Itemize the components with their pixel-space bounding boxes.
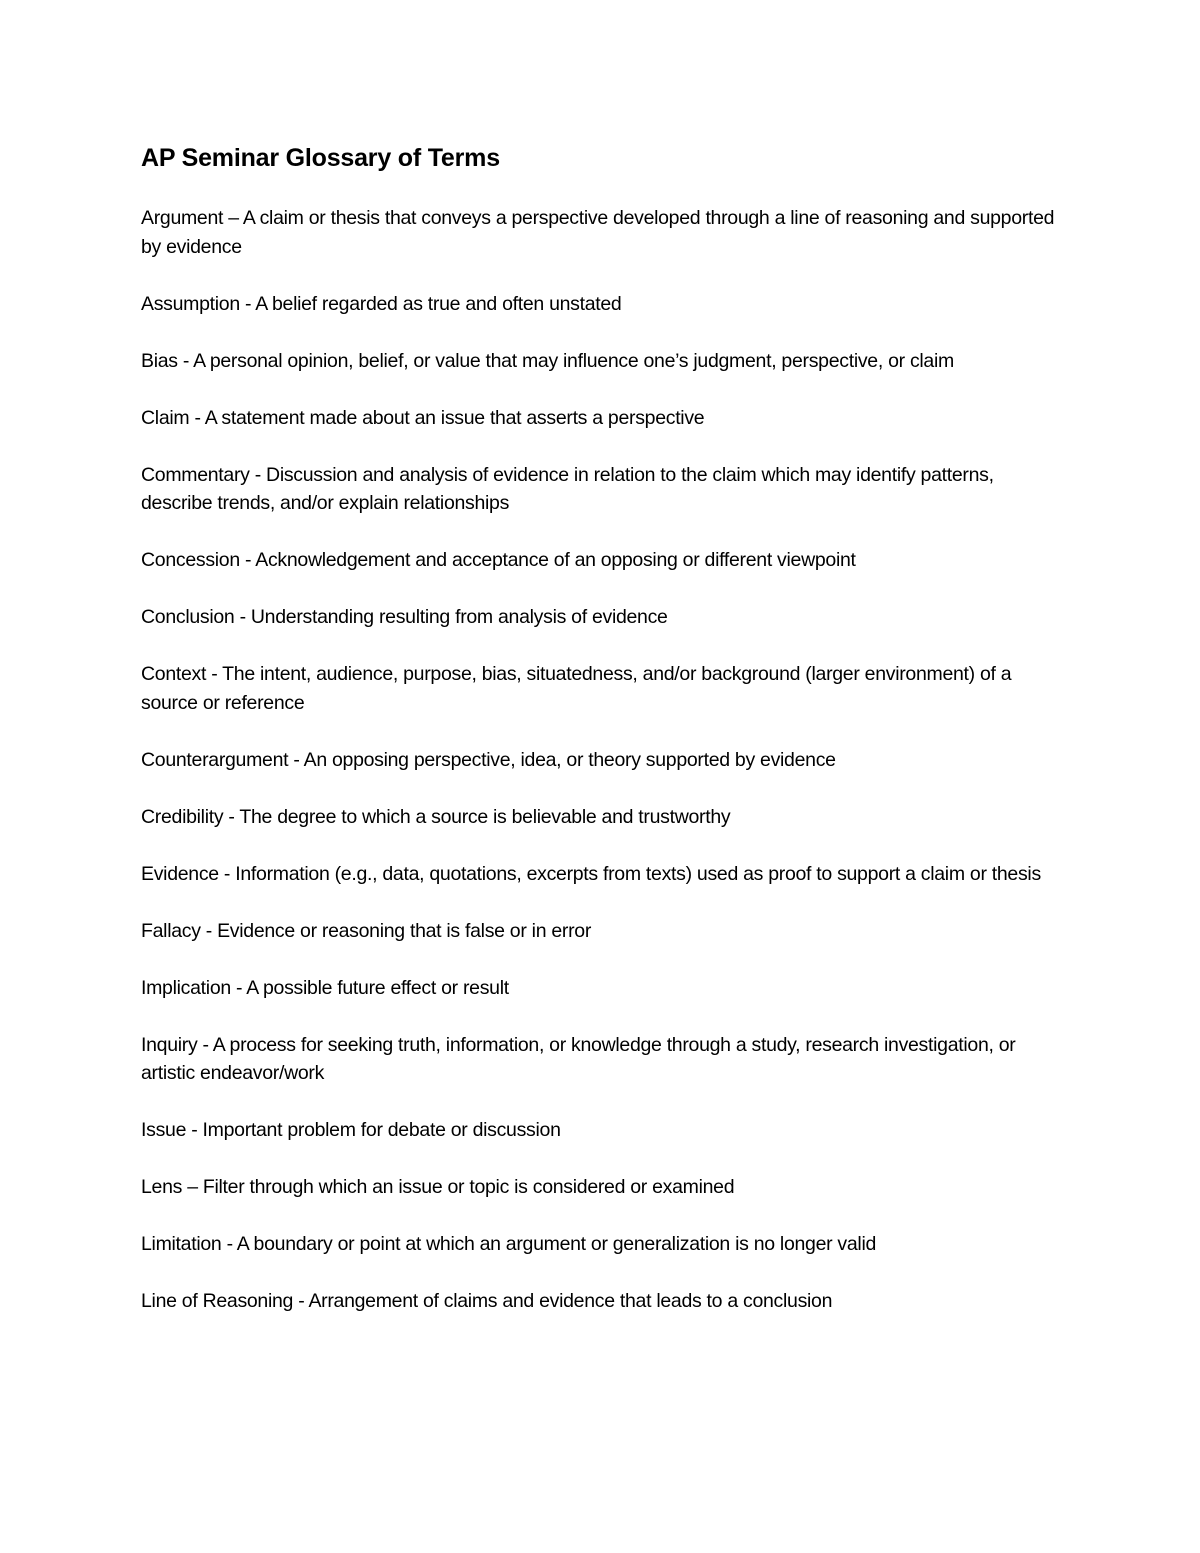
glossary-entry-argument: Argument – A claim or thesis that conveys a perspective developed through a line of reasoning and supported by evidence: [141, 207, 1055, 258]
glossary-entry-conclusion: Conclusion - Understanding resulting from analysis of evidence: [141, 606, 668, 628]
glossary-list: [141, 204, 1061, 1316]
glossary-entry-commentary: Commentary - Discussion and analysis of evidence in relation to the claim which may identify patterns, describe trends, and/or explain relationships: [141, 463, 994, 514]
document-content: [141, 140, 1061, 1344]
glossary-entry-issue: Issue - Important problem for debate or discussion: [141, 1119, 561, 1141]
glossary-entry-concession: Concession - Acknowledgement and acceptance of an opposing or different viewpoint: [141, 549, 856, 571]
glossary-entry-counterargument: Counterargument - An opposing perspective, idea, or theory supported by evidence: [141, 748, 836, 771]
glossary-entry-fallacy: Fallacy - Evidence or reasoning that is false or in error: [141, 919, 592, 942]
glossary-entry-claim: Claim - A statement made about an issue that asserts a perspective: [141, 406, 705, 429]
glossary-entry-line-of-reasoning: Line of Reasoning - Arrangement of claims and evidence that leads to a conclusion: [141, 1290, 833, 1312]
glossary-entry-implication: Implication - A possible future effect or result: [141, 976, 509, 999]
glossary-entry-credibility: Credibility - The degree to which a source is believable and trustworthy: [141, 805, 731, 828]
glossary-entry-inquiry: Inquiry - A process for seeking truth, information, or knowledge through a study, research investigation, or artistic endeavor/work: [141, 1033, 1016, 1084]
glossary-entry-lens: Lens – Filter through which an issue or topic is considered or examined: [141, 1176, 735, 1198]
glossary-entry-limitation: Limitation - A boundary or point at which an argument or generalization is no longer valid: [141, 1233, 877, 1255]
glossary-entry-assumption: Assumption - A belief regarded as true and often unstated: [141, 292, 622, 315]
glossary-entry-context: Context - The intent, audience, purpose, bias, situatedness, and/or background (larger environment) of a source or reference: [141, 663, 1012, 714]
glossary-entry-evidence: Evidence - Information (e.g., data, quotations, excerpts from texts) used as proof to support a claim or thesis: [141, 862, 1041, 885]
glossary-entry-bias: Bias - A personal opinion, belief, or value that may influence one’s judgment, perspective, or claim: [141, 349, 954, 372]
document-title: AP Seminar Glossary of Terms: [141, 144, 500, 172]
